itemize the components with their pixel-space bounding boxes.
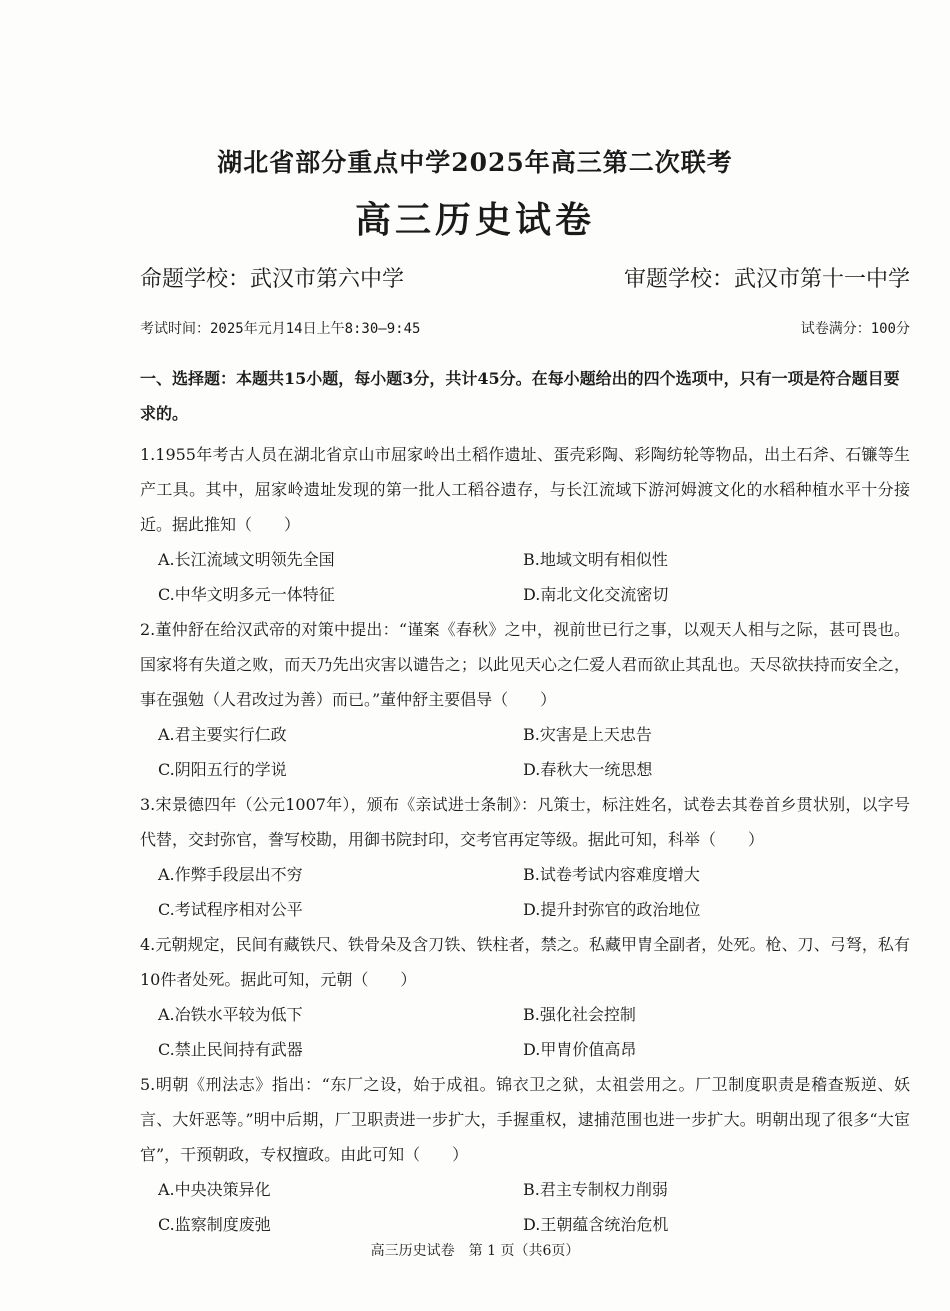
question-1: [140, 437, 910, 612]
option-d: D.提升封弥官的政治地位: [523, 900, 701, 919]
question-list: [140, 437, 910, 1242]
option-a: A.中央决策异化: [158, 1180, 271, 1199]
option-d: D.春秋大一统思想: [523, 760, 653, 779]
question-stem: 2.董仲舒在给汉武帝的对策中提出：“谨案《春秋》之中，视前世已行之事，以观天人相与之际，甚可畏也。国家将有失道之败，而天乃先出灾害以谴告之；以此见天心之仁爱人君而欲止其乱也。天尽欲扶持而安全之，事在强勉（人君改过为善）而已。”董仲舒主要倡导（ ）: [140, 620, 910, 709]
school-info: [140, 262, 910, 293]
option-d: D.甲胄价值高昂: [523, 1040, 637, 1059]
option-a: A.冶铁水平较为低下: [158, 1005, 303, 1024]
option-a: A.长江流域文明领先全国: [158, 550, 335, 569]
page-title: 高三历史试卷: [354, 199, 595, 241]
option-b: B.地域文明有相似性: [523, 550, 668, 569]
full-score: 试卷满分：100分: [800, 321, 910, 337]
option-c: C.禁止民间持有武器: [158, 1040, 303, 1059]
option-b: B.灾害是上天忠告: [523, 725, 652, 744]
option-d: D.南北文化交流密切: [523, 585, 669, 604]
question-stem: 5.明朝《刑法志》指出：“东厂之设，始于成祖。锦衣卫之狱，太祖尝用之。厂卫制度职责是稽查叛逆、妖言、大奸恶等。”明中后期，厂卫职责进一步扩大，手握重权，逮捕范围也进一步扩大。明朝出现了很多“大宦官”，干预朝政，专权擅政。由此可知（ ）: [140, 1075, 910, 1164]
question-stem: 1.1955年考古人员在湖北省京山市屈家岭出土稻作遗址、蛋壳彩陶、彩陶纺轮等物品，出土石斧、石镰等生产工具。其中，屈家岭遗址发现的第一批人工稻谷遗存，与长江流域下游河姆渡文化的水稻种植水平十分接近。据此推知（ ）: [140, 445, 910, 534]
option-a: A.作弊手段层出不穷: [158, 865, 303, 884]
option-c: C.考试程序相对公平: [158, 900, 303, 919]
option-b: B.强化社会控制: [523, 1005, 636, 1024]
option-grid: [140, 1172, 910, 1242]
question-2: [140, 612, 910, 787]
page-footer: 高三历史试卷 第 1 页（共6页）: [370, 1243, 580, 1259]
option-a: A.君主要实行仁政: [158, 725, 287, 744]
exam-time: 考试时间：2025年元月14日上午8:30—9:45: [140, 321, 421, 337]
section-heading: 一、选择题：本题共15小题，每小题3分，共计45分。在每小题给出的四个选项中，只有一项是符合题目要求的。: [140, 369, 900, 423]
option-c: C.监察制度废弛: [158, 1215, 271, 1234]
option-grid: [140, 857, 910, 927]
option-b: B.试卷考试内容难度增大: [523, 865, 700, 884]
option-d: D.王朝蕴含统治危机: [523, 1215, 669, 1234]
option-grid: [140, 542, 910, 612]
option-grid: [140, 997, 910, 1067]
option-b: B.君主专制权力削弱: [523, 1180, 668, 1199]
option-c: C.阴阳五行的学说: [158, 760, 287, 779]
exam-header-title: 湖北省部分重点中学2025年高三第二次联考: [217, 148, 733, 177]
question-stem: 4.元朝规定，民间有藏铁尺、铁骨朵及含刀铁、铁柱者，禁之。私藏甲胄全副者，处死。枪、刀、弓弩，私有10件者处死。据此可知，元朝（ ）: [140, 935, 910, 989]
question-3: [140, 787, 910, 927]
question-stem: 3.宋景德四年（公元1007年），颁布《亲试进士条制》：凡策士，标注姓名，试卷去其卷首乡贯状别，以字号代替，交封弥官，誊写校勘，用御书院封印，交考官再定等级。据此可知，科举（ ）: [140, 795, 910, 849]
proposer-school: 命题学校：武汉市第六中学: [140, 267, 405, 292]
question-4: [140, 927, 910, 1067]
reviewer-school: 审题学校：武汉市第十一中学: [623, 267, 910, 292]
question-5: [140, 1067, 910, 1242]
option-c: C.中华文明多元一体特征: [158, 585, 335, 604]
exam-meta: [140, 318, 910, 338]
option-grid: [140, 717, 910, 787]
